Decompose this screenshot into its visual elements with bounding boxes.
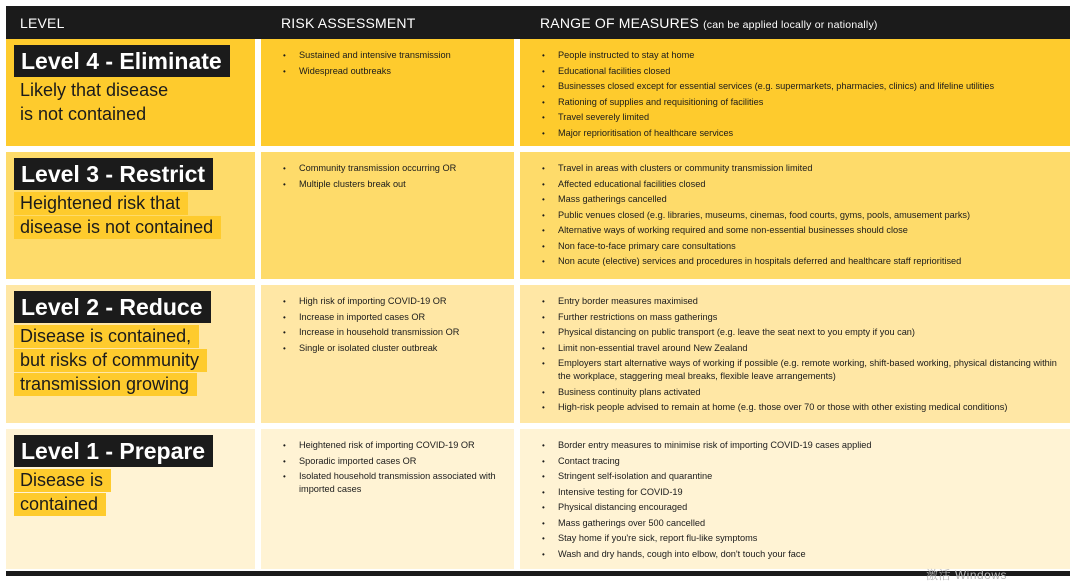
bullet-icon: •	[542, 549, 545, 559]
measures-cell	[520, 429, 1070, 569]
measure-item	[542, 49, 1062, 62]
risk-item	[283, 65, 506, 78]
risk-item-text: High risk of importing COVID-19 OR	[299, 296, 447, 306]
risk-item	[283, 470, 506, 496]
measure-item-text: Public venues closed (e.g. libraries, museums, cinemas, food courts, gyms, pools, amusement parks)	[558, 209, 971, 220]
bullet-icon: •	[542, 403, 545, 412]
bullet-icon: •	[542, 210, 545, 220]
bullet-icon: •	[542, 164, 545, 173]
measure-item	[542, 357, 1062, 383]
bullet-icon: •	[542, 312, 545, 322]
measure-item-text: Educational facilities closed	[558, 65, 671, 76]
level-description-line: disease is not contained	[14, 216, 221, 239]
bullet-icon: •	[542, 359, 545, 368]
bullet-icon: •	[542, 472, 545, 481]
level-description-line: is not contained	[14, 103, 154, 126]
bullet-icon: •	[542, 195, 545, 204]
risk-item-text: Heightened risk of importing COVID-19 OR	[299, 440, 475, 450]
bullet-icon: •	[283, 66, 286, 76]
risk-assessment-cell-list	[283, 295, 506, 357]
bullet-icon: •	[542, 179, 545, 189]
risk-item	[283, 295, 506, 308]
level-cell	[6, 152, 255, 279]
measure-item-text: Stringent self-isolation and quarantine	[558, 471, 713, 481]
measures-cell-list	[542, 295, 1062, 417]
bullet-icon: •	[542, 343, 545, 353]
measure-item	[542, 501, 1062, 514]
measures-cell-list	[542, 439, 1062, 563]
risk-assessment-cell-list	[283, 49, 506, 80]
risk-assessment-cell-list	[283, 439, 506, 499]
measure-item	[542, 193, 1062, 206]
level-description	[14, 79, 176, 127]
bullet-icon: •	[542, 82, 545, 91]
measure-item-text: Limit non-essential travel around New Zealand	[558, 342, 748, 353]
level-title: Level 2 - Reduce	[14, 291, 211, 323]
bullet-icon: •	[542, 241, 545, 251]
bullet-icon: •	[542, 487, 545, 497]
level-row	[6, 285, 1070, 423]
measure-item	[542, 342, 1062, 355]
level-description-line: transmission growing	[14, 373, 197, 396]
bullet-icon: •	[283, 312, 286, 322]
bullet-icon: •	[542, 534, 545, 543]
header-measures-label: RANGE OF MEASURES	[540, 15, 699, 31]
measure-item-text: People instructed to stay at home	[558, 50, 695, 60]
measure-item-text: Non acute (elective) services and procedures in hospitals deferred and healthcare staff reprioritised	[558, 256, 962, 266]
risk-item-text: Sporadic imported cases OR	[299, 455, 417, 466]
risk-assessment-cell-list	[283, 162, 506, 193]
level-title: Level 1 - Prepare	[14, 435, 213, 467]
risk-item-text: Single or isolated cluster outbreak	[299, 342, 438, 353]
measure-item-text: Affected educational facilities closed	[558, 178, 706, 189]
bullet-icon: •	[542, 226, 545, 235]
risk-assessment-cell	[261, 152, 514, 279]
measures-cell	[520, 152, 1070, 279]
measure-item-text: Travel severely limited	[558, 112, 650, 122]
level-cell	[6, 429, 255, 569]
header-level: LEVEL	[20, 15, 65, 31]
level-title: Level 3 - Restrict	[14, 158, 213, 190]
measure-item	[542, 178, 1062, 191]
risk-item	[283, 49, 506, 62]
table-header	[6, 6, 1070, 39]
bullet-icon: •	[283, 51, 286, 60]
level-description	[14, 469, 111, 517]
measure-item-text: Businesses closed except for essential services (e.g. supermarkets, pharmacies, clinics) and lifeline utilities	[558, 81, 995, 91]
level-row	[6, 429, 1070, 569]
measure-item-text: Travel in areas with clusters or community transmission limited	[558, 163, 813, 173]
risk-item	[283, 178, 506, 191]
measure-item-text: Contact tracing	[558, 455, 620, 466]
bullet-icon: •	[542, 66, 545, 76]
level-description-line: Disease is contained,	[14, 325, 199, 348]
risk-item	[283, 455, 506, 468]
bullet-icon: •	[542, 97, 545, 107]
measure-item-text: High-risk people advised to remain at home (e.g. those over 70 or those with other existing medical conditions)	[558, 402, 1008, 412]
risk-item	[283, 326, 506, 339]
measure-item	[542, 548, 1062, 561]
level-description-line: Heightened risk that	[14, 192, 188, 215]
measure-item-text: Further restrictions on mass gatherings	[558, 311, 718, 322]
bullet-icon: •	[283, 456, 286, 466]
risk-item-text: Sustained and intensive transmission	[299, 50, 451, 60]
level-title: Level 4 - Eliminate	[14, 45, 230, 77]
measure-item	[542, 470, 1062, 483]
measure-item-text: Entry border measures maximised	[558, 296, 698, 306]
measure-item-text: Stay home if you're sick, report flu-like symptoms	[558, 533, 758, 543]
level-description	[14, 192, 221, 240]
bullet-icon: •	[542, 441, 545, 450]
measure-item-text: Wash and dry hands, cough into elbow, don't touch your face	[558, 548, 806, 559]
measure-item	[542, 311, 1062, 324]
measure-item	[542, 127, 1062, 140]
level-cell	[6, 285, 255, 423]
bullet-icon: •	[542, 328, 545, 337]
measures-cell	[520, 285, 1070, 423]
measure-item-text: Alternative ways of working required and some non-essential businesses should close	[558, 225, 908, 235]
measure-item	[542, 455, 1062, 468]
measure-item-text: Intensive testing for COVID-19	[558, 486, 683, 497]
risk-item	[283, 439, 506, 452]
measure-item-text: Employers start alternative ways of working if possible (e.g. remote working, shift-based working, physical distancing within the workplace, staggering meal breaks, flexible leave arrangements)	[558, 358, 1057, 381]
bullet-icon: •	[283, 441, 286, 450]
measure-item	[542, 295, 1062, 308]
risk-item-text: Community transmission occurring OR	[299, 163, 457, 173]
header-measures-note: (can be applied locally or nationally)	[703, 19, 878, 31]
measure-item	[542, 517, 1062, 530]
bullet-icon: •	[542, 128, 545, 138]
risk-item	[283, 311, 506, 324]
header-range-of-measures	[540, 15, 878, 31]
measure-item	[542, 65, 1062, 78]
measure-item-text: Business continuity plans activated	[558, 386, 701, 397]
bullet-icon: •	[542, 113, 545, 122]
measure-item	[542, 240, 1062, 253]
measure-item-text: Physical distancing encouraged	[558, 502, 688, 512]
risk-item-text: Isolated household transmission associated with imported cases	[299, 471, 496, 494]
bullet-icon: •	[283, 164, 286, 173]
measure-item	[542, 326, 1062, 339]
bullet-icon: •	[542, 518, 545, 528]
measures-cell-list	[542, 162, 1062, 271]
measures-cell-list	[542, 49, 1062, 142]
measure-item	[542, 386, 1062, 399]
risk-item-text: Increase in imported cases OR	[299, 311, 426, 322]
bullet-icon: •	[542, 297, 545, 306]
measure-item-text: Mass gatherings over 500 cancelled	[558, 517, 706, 528]
measure-item	[542, 80, 1062, 93]
measure-item-text: Major reprioritisation of healthcare services	[558, 127, 734, 138]
bullet-icon: •	[542, 387, 545, 397]
measure-item-text: Physical distancing on public transport (e.g. leave the seat next to you empty if you can)	[558, 327, 915, 337]
risk-item-text: Increase in household transmission OR	[299, 327, 460, 337]
bottom-rule	[6, 571, 1070, 576]
measures-cell	[520, 39, 1070, 146]
measure-item	[542, 162, 1062, 175]
risk-assessment-cell	[261, 429, 514, 569]
risk-assessment-cell	[261, 39, 514, 146]
bullet-icon: •	[283, 179, 286, 189]
bullet-icon: •	[542, 503, 545, 512]
measure-item	[542, 255, 1062, 268]
measure-item-text: Non face-to-face primary care consultations	[558, 240, 736, 251]
bullet-icon: •	[283, 328, 286, 337]
measure-item	[542, 532, 1062, 545]
level-description-line: but risks of community	[14, 349, 207, 372]
os-watermark: 激活 Windows	[926, 568, 1008, 582]
level-row	[6, 39, 1070, 146]
measure-item	[542, 401, 1062, 414]
measure-item	[542, 111, 1062, 124]
level-cell	[6, 39, 255, 146]
measure-item-text: Rationing of supplies and requisitioning of facilities	[558, 96, 764, 107]
measure-item	[542, 96, 1062, 109]
level-description-line: Disease is	[14, 469, 111, 492]
bullet-icon: •	[283, 472, 286, 481]
level-description	[14, 325, 207, 397]
measure-item	[542, 224, 1062, 237]
measure-item	[542, 486, 1062, 499]
risk-item	[283, 342, 506, 355]
level-row	[6, 152, 1070, 279]
measure-item	[542, 209, 1062, 222]
bullet-icon: •	[542, 51, 545, 60]
header-risk-assessment: RISK ASSESSMENT	[281, 15, 416, 31]
risk-item-text: Multiple clusters break out	[299, 178, 406, 189]
measure-item	[542, 439, 1062, 452]
bullet-icon: •	[542, 257, 545, 266]
measure-item-text: Mass gatherings cancelled	[558, 194, 667, 204]
measure-item-text: Border entry measures to minimise risk of importing COVID-19 cases applied	[558, 440, 872, 450]
level-description-line: contained	[14, 493, 106, 516]
level-description-line: Likely that disease	[14, 79, 176, 102]
risk-item-text: Widespread outbreaks	[299, 65, 391, 76]
risk-item	[283, 162, 506, 175]
bullet-icon: •	[283, 297, 286, 306]
bullet-icon: •	[283, 343, 286, 353]
bullet-icon: •	[542, 456, 545, 466]
risk-assessment-cell	[261, 285, 514, 423]
